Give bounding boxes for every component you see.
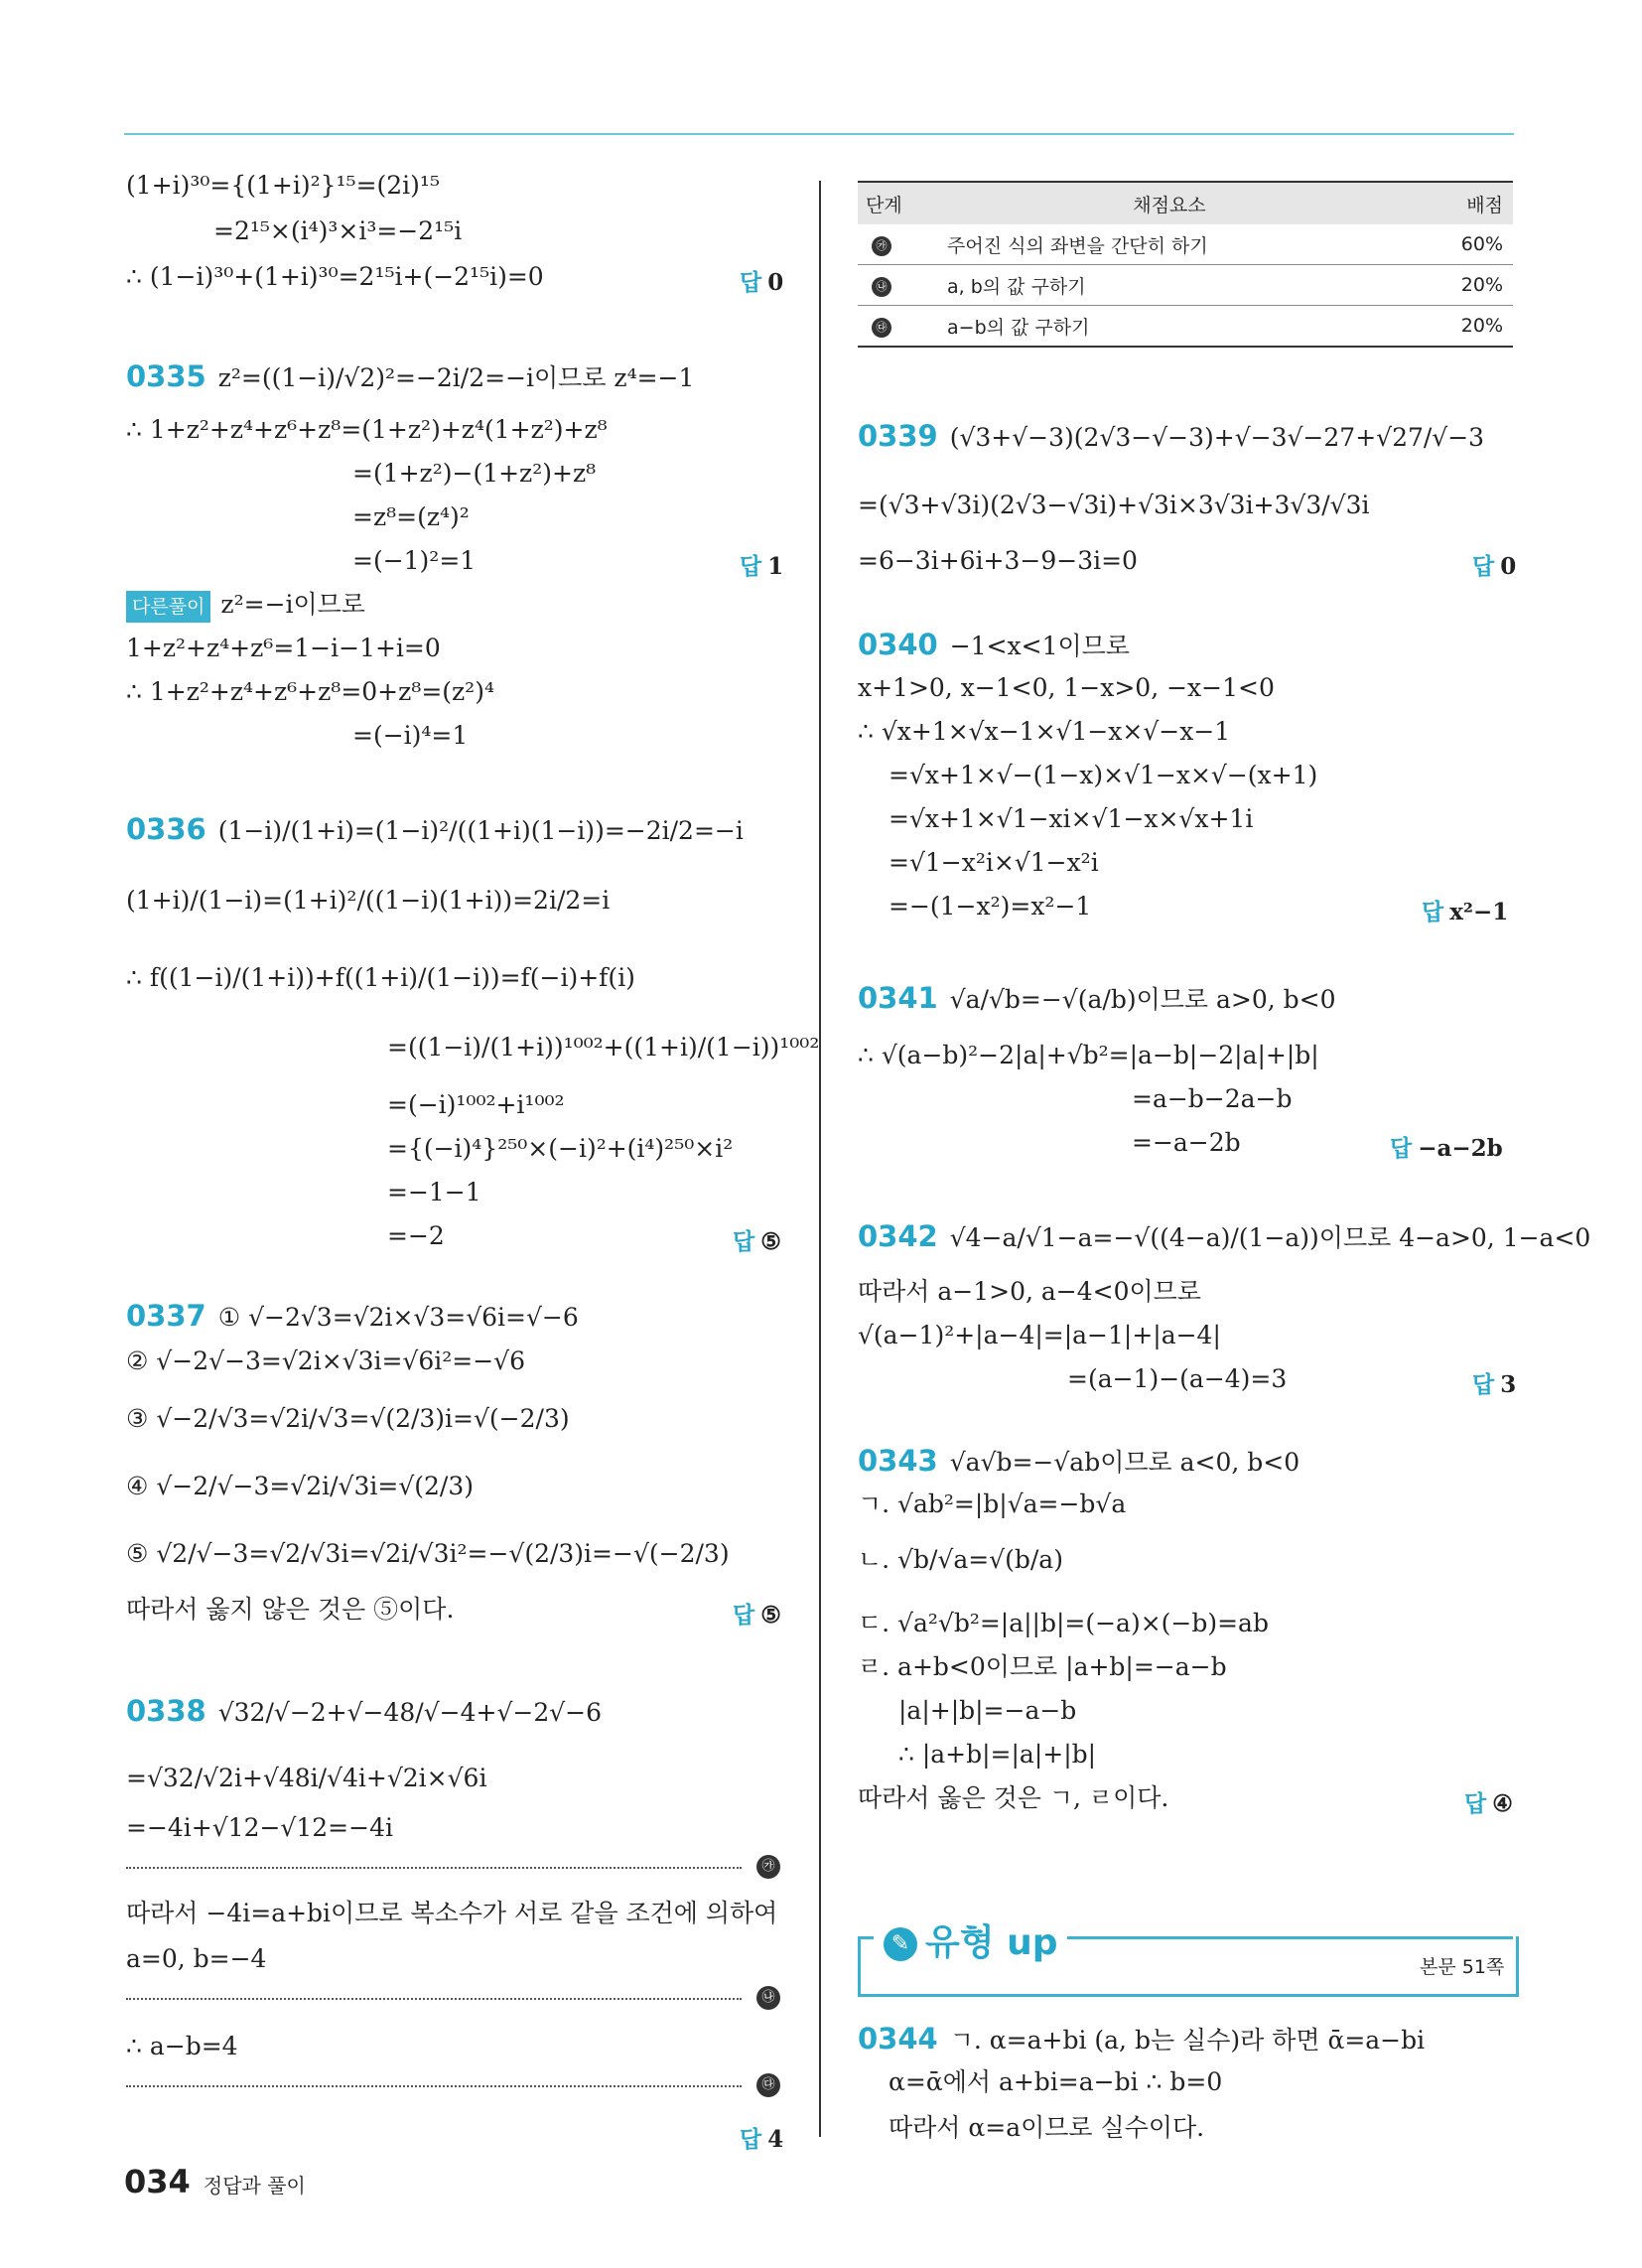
p336-line: =((1−i)/(1+i))¹⁰⁰²+((1+i)/(1−i))¹⁰⁰² (387, 1033, 820, 1062)
scoring-item: a, b의 값 구하기 (946, 265, 1393, 306)
p339-line: =(√3+√3i)(2√3−√3i)+√3i×3√3i+3√3/√3i (858, 491, 1370, 519)
scoring-item: a−b의 값 구하기 (946, 306, 1393, 348)
p341-answer: 답 −a−2b (1390, 1135, 1503, 1162)
step-marker: ㉮ (872, 236, 891, 256)
problem-id: 0340 (858, 628, 938, 661)
p340-answer: 답 x²−1 (1422, 899, 1509, 925)
p344-line: 0344 ㄱ. α=a+bi (a, b는 실수)라 하면 ᾱ=a−bi (858, 2022, 1426, 2055)
p335-alt-line: ∴ 1+z²+z⁴+z⁶+z⁸=0+z⁸=(z²)⁴ (126, 677, 494, 706)
p343-line: ㄱ. √ab²=|b|√a=−b√a (858, 1489, 1127, 1518)
p341-line: =−a−2b (1132, 1128, 1241, 1157)
problem-id: 0335 (126, 359, 206, 393)
p338-line: =√32/√2i+√48i/√4i+√2i×√6i (126, 1764, 487, 1792)
p334-line: ∴ (1−i)³⁰+(1+i)³⁰=2¹⁵i+(−2¹⁵i)=0 (126, 262, 544, 291)
p340-line: =√1−x²i×√1−x²i (889, 848, 1099, 877)
scoring-header (858, 182, 1513, 224)
p337-line: ⑤ √2/√−3=√2/√3i=√2i/√3i²=−√(2/3)i=−√(−2/3) (126, 1539, 730, 1568)
header-step: 단계 (858, 182, 946, 224)
scoring-item: 주어진 식의 좌변을 간단히 하기 (946, 224, 1393, 265)
p335-alt-line: 다른풀이 z²=−i이므로 (126, 590, 365, 623)
p334-line: =2¹⁵×(i⁴)³×i³=−2¹⁵i (213, 216, 463, 245)
scoring-row (858, 265, 1513, 306)
footer-title: 정답과 풀이 (203, 2174, 306, 2197)
p335-alt-line: 1+z²+z⁴+z⁶=1−i−1+i=0 (126, 634, 441, 662)
p336-line: =−1−1 (387, 1178, 481, 1206)
p336-line: ={(−i)⁴}²⁵⁰×(−i)²+(i⁴)²⁵⁰×i² (387, 1134, 734, 1163)
scoring-points: 20% (1393, 306, 1513, 348)
p335-line: 0335 z²=((1−i)/√2)²=−2i/2=−i이므로 z⁴=−1 (126, 359, 695, 393)
type-section-title: ✎ 유형 up (874, 1914, 1067, 1965)
p338-answer: 답 4 (740, 2126, 784, 2153)
problem-id: 0343 (858, 1444, 938, 1478)
header-item: 채점요소 (946, 182, 1393, 224)
p337-line: ④ √−2/√−3=√2i/√3i=√(2/3) (126, 1472, 474, 1500)
p343-line: ㄹ. a+b<0이므로 |a+b|=−a−b (858, 1652, 1227, 1681)
problem-id: 0341 (858, 981, 938, 1015)
p338-line: 0338 √32/√−2+√−48/√−4+√−2√−6 (126, 1694, 603, 1728)
scoring-row (858, 306, 1513, 348)
p339-answer: 답 0 (1472, 553, 1517, 580)
p337-line: 따라서 옳지 않은 것은 ⑤이다. (126, 1595, 455, 1624)
p340-line: =−(1−x²)=x²−1 (889, 892, 1092, 921)
p343-line: ∴ |a+b|=|a|+|b| (898, 1740, 1097, 1769)
problem-id: 0336 (126, 812, 206, 846)
p344-line: 따라서 α=a이므로 실수이다. (889, 2113, 1205, 2142)
p337-line: ③ √−2/√3=√2i/√3=√(2/3)i=√(−2/3) (126, 1404, 570, 1433)
p337-line: 0337 ① √−2√3=√2i×√3=√6i=√−6 (126, 1299, 579, 1333)
p340-line: =√x+1×√−(1−x)×√1−x×√−(x+1) (889, 761, 1318, 789)
scoring-points: 20% (1393, 265, 1513, 306)
p335-line: =z⁸=(z⁴)² (352, 502, 470, 531)
p337-answer: 답 ⑤ (733, 1602, 781, 1629)
p342-answer: 답 3 (1472, 1371, 1517, 1398)
page-footer (124, 2163, 306, 2200)
scoring-points: 60% (1393, 224, 1513, 265)
p343-line: 0343 √a√b=−√ab이므로 a<0, b<0 (858, 1444, 1300, 1478)
p336-line: (1+i)/(1−i)=(1+i)²/((1−i)(1+i))=2i/2=i (126, 886, 611, 915)
p335-line: =(−1)²=1 (352, 546, 477, 575)
type-section-ref: 본문 51쪽 (1420, 1956, 1505, 1978)
p336-line: =(−i)¹⁰⁰²+i¹⁰⁰² (387, 1090, 565, 1119)
p337-line: ② √−2√−3=√2i×√3i=√6i²=−√6 (126, 1347, 526, 1375)
p343-answer: 답 ④ (1464, 1790, 1513, 1817)
p340-line: 0340 −1<x<1이므로 (858, 628, 1130, 661)
p344-line: α=ᾱ에서 a+bi=a−bi ∴ b=0 (889, 2067, 1223, 2096)
p342-line: √(a−1)²+|a−4|=|a−1|+|a−4| (858, 1321, 1221, 1349)
alt-solution-tag: 다른풀이 (126, 591, 210, 623)
p339-line: =6−3i+6i+3−9−3i=0 (858, 546, 1138, 575)
problem-id: 0344 (858, 2022, 938, 2055)
p341-line: ∴ √(a−b)²−2|a|+√b²=|a−b|−2|a|+|b| (858, 1041, 1319, 1069)
p334-line: (1+i)³⁰={(1+i)²}¹⁵=(2i)¹⁵ (126, 171, 440, 200)
p338-line: a=0, b=−4 (126, 1944, 267, 1973)
p342-line: 0342 √4−a/√1−a=−√((4−a)/(1−a))이므로 4−a>0, 1−a<0 (858, 1219, 1591, 1253)
column-divider (819, 181, 821, 2137)
step-marker: ㉯ (872, 277, 891, 297)
step-divider (126, 1867, 742, 1869)
step-marker: ㉮ (756, 1855, 780, 1879)
p343-line: 따라서 옳은 것은 ㄱ, ㄹ이다. (858, 1783, 1169, 1812)
p335-line: ∴ 1+z²+z⁴+z⁶+z⁸=(1+z²)+z⁴(1+z²)+z⁸ (126, 415, 608, 444)
header-points: 배점 (1393, 182, 1513, 224)
problem-id: 0342 (858, 1219, 938, 1253)
top-rule (124, 133, 1514, 135)
p335-alt-line: =(−i)⁴=1 (352, 721, 469, 750)
p343-line: ㄷ. √a²√b²=|a||b|=(−a)×(−b)=ab (858, 1609, 1269, 1637)
p340-line: =√x+1×√1−xi×√1−x×√x+1i (889, 804, 1254, 833)
page-number: 034 (124, 2163, 191, 2200)
p338-line: =−4i+√12−√12=−4i (126, 1813, 393, 1842)
scoring-row (858, 224, 1513, 265)
p343-line: ㄴ. √b/√a=√(b/a) (858, 1545, 1063, 1574)
p336-line: 0336 (1−i)/(1+i)=(1−i)²/((1+i)(1−i))=−2i/2=−i (126, 812, 744, 846)
p338-line: 따라서 −4i=a+bi이므로 복소수가 서로 같을 조건에 의하여 (126, 1899, 778, 1927)
problem-id: 0337 (126, 1299, 206, 1333)
step-divider (126, 1998, 742, 2000)
p338-line: ∴ a−b=4 (126, 2032, 238, 2060)
p342-line: 따라서 a−1>0, a−4<0이므로 (858, 1277, 1201, 1306)
p336-line: ∴ f((1−i)/(1+i))+f((1+i)/(1−i))=f(−i)+f(i) (126, 963, 635, 992)
p342-line: =(a−1)−(a−4)=3 (1067, 1364, 1288, 1393)
p340-line: ∴ √x+1×√x−1×√1−x×√−x−1 (858, 717, 1231, 746)
p341-line: 0341 √a/√b=−√(a/b)이므로 a>0, b<0 (858, 981, 1336, 1015)
p336-answer: 답 ⑤ (733, 1228, 781, 1255)
p339-line: 0339 (√3+√−3)(2√3−√−3)+√−3√−27+√27/√−3 (858, 419, 1485, 453)
step-marker: ㉰ (756, 2073, 780, 2097)
p335-line: =(1+z²)−(1+z²)+z⁸ (352, 459, 597, 488)
step-divider (126, 2085, 742, 2087)
p341-line: =a−b−2a−b (1132, 1084, 1293, 1113)
step-marker: ㉰ (872, 318, 891, 338)
p340-line: x+1>0, x−1<0, 1−x>0, −x−1<0 (858, 673, 1275, 702)
problem-id: 0338 (126, 1694, 206, 1728)
p336-line: =−2 (387, 1221, 445, 1250)
step-marker: ㉯ (756, 1986, 780, 2010)
p334-answer: 답 0 (740, 269, 784, 296)
scoring-table (858, 181, 1513, 348)
problem-id: 0339 (858, 419, 938, 453)
p335-answer: 답 1 (740, 553, 784, 580)
p343-line: |a|+|b|=−a−b (898, 1696, 1077, 1725)
pencil-note-icon: ✎ (884, 1927, 917, 1961)
